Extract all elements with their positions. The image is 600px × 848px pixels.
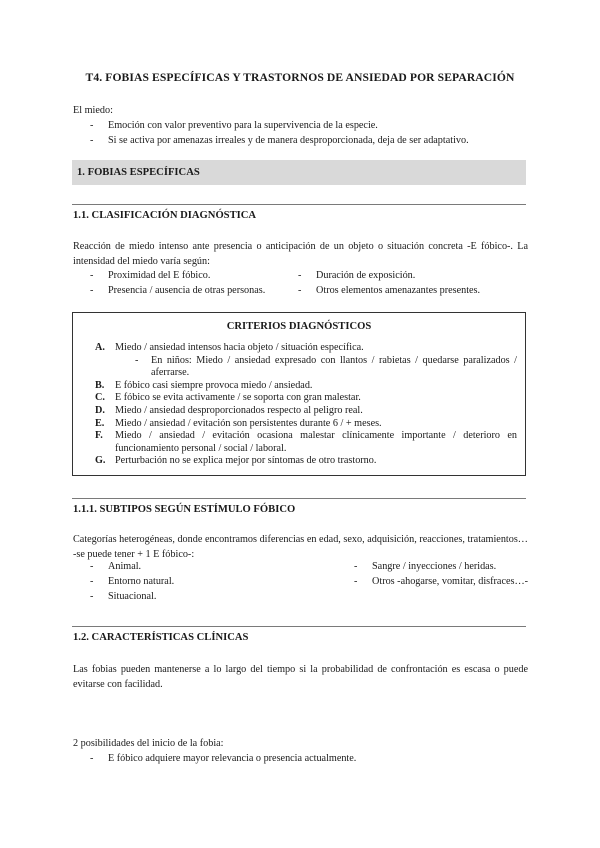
list-item: - E fóbico adquiere mayor relevancia o presencia actualmente. — [73, 751, 528, 766]
criterion-d: D. Miedo / ansiedad desproporcionados respecto al peligro real. — [95, 404, 363, 416]
criteria-box — [72, 312, 526, 476]
subtipos-right — [337, 559, 528, 589]
list-item: - Proximidad del E fóbico. — [73, 268, 265, 283]
list-item: - Emoción con valor preventivo para la supervivencia de la especie. — [73, 118, 528, 133]
divider — [72, 626, 526, 627]
criterion-a-children: - En niños: Miedo / ansiedad expresado con llantos / rabietas / quedarse paralizados / aferrarse. — [95, 355, 517, 380]
criterion-b: B. E fóbico casi siempre provoca miedo / ansiedad. — [95, 379, 313, 391]
list-item: - Sangre / inyecciones / heridas. — [337, 559, 528, 574]
subtipos-left — [73, 559, 174, 604]
intensity-factors — [73, 268, 528, 298]
intro-list — [73, 118, 528, 148]
criterion-g: G. Perturbación no se explica mejor por síntomas de otro trastorno. — [95, 455, 377, 467]
intro-label: El miedo: — [73, 105, 113, 116]
list-item: - Situacional. — [73, 589, 174, 604]
list-item: - Otros elementos amenazantes presentes. — [281, 283, 480, 298]
list-item: - Presencia / ausencia de otras personas. — [73, 283, 265, 298]
subtipos-lists — [73, 559, 528, 604]
factors-left — [73, 268, 265, 298]
caracteristicas-paragraph: Las fobias pueden mantenerse a lo largo del tiempo si la probabilidad de confrontación es escasa o puede evitarse con facilidad. — [73, 664, 528, 690]
onset-label: 2 posibilidades del inicio de la fobia: — [73, 738, 224, 749]
document-title: T4. FOBIAS ESPECÍFICAS Y TRASTORNOS DE ANSIEDAD POR SEPARACIÓN — [85, 71, 515, 84]
criterion-a: A. Miedo / ansiedad intensos hacia objeto / situación específica. — [95, 342, 364, 353]
criterion-f: F. Miedo / ansiedad / evitación ocasiona malestar clínicamente importante / deterioro en funcionamiento personal / social / laboral. — [95, 430, 517, 454]
list-item: - Si se activa por amenazas irreales y de manera desproporcionada, deja de ser adaptativo. — [73, 133, 528, 148]
divider — [72, 204, 526, 205]
section-heading-fobias: 1. FOBIAS ESPECÍFICAS — [72, 160, 526, 185]
criterion-e: E. Miedo / ansiedad / evitación son persistentes durante 6 / + meses. — [95, 417, 382, 429]
onset-list — [73, 751, 528, 766]
criteria-list — [95, 342, 517, 468]
divider — [72, 498, 526, 499]
list-item: - Animal. — [73, 559, 174, 574]
heading-clasificacion: 1.1. CLASIFICACIÓN DIAGNÓSTICA — [73, 210, 257, 221]
factors-right — [281, 268, 480, 298]
heading-caracteristicas: 1.2. CARACTERÍSTICAS CLÍNICAS — [73, 632, 249, 643]
heading-subtipos: 1.1.1. SUBTIPOS SEGÚN ESTÍMULO FÓBICO — [73, 504, 296, 515]
list-item: - Duración de exposición. — [281, 268, 480, 283]
subtipos-paragraph: Categorías heterogéneas, donde encontramos diferencias en edad, sexo, adquisición, reacciones, tratamientos… -se puede tener + 1 E fóbico-: — [73, 534, 528, 560]
criterion-c: C. E fóbico se evita activamente / se soporta con gran malestar. — [95, 392, 361, 404]
criteria-title: CRITERIOS DIAGNÓSTICOS — [226, 321, 372, 332]
list-item: - Otros -ahogarse, vomitar, disfraces…- — [337, 574, 528, 589]
list-item: - Entorno natural. — [73, 574, 174, 589]
clasificacion-paragraph: Reacción de miedo intenso ante presencia o anticipación de un objeto o situación concreta -E fóbico-. La intensidad del miedo varía según: — [73, 241, 528, 267]
